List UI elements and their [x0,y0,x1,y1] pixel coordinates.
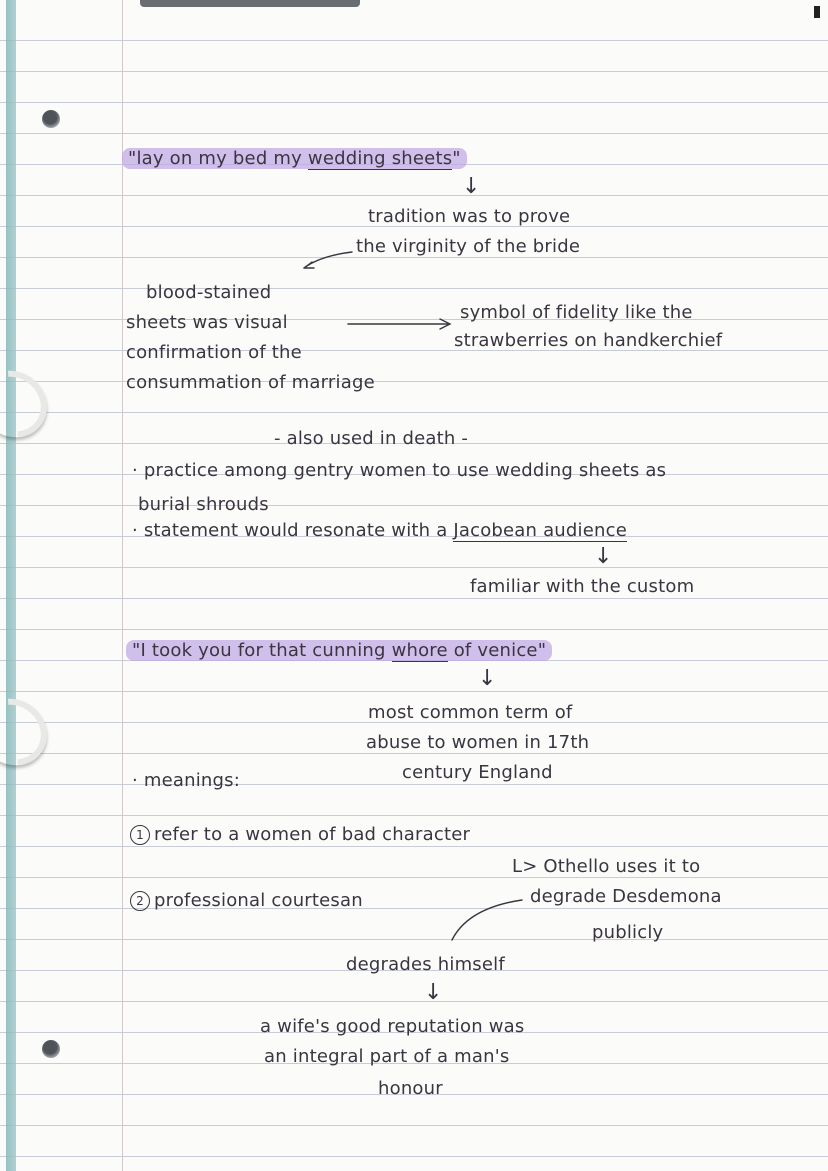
bullet-1-line-2: burial shrouds [138,494,269,515]
term-line-3: century England [402,762,553,783]
bullet-2-text: · statement would resonate with a [132,520,454,541]
down-arrow-icon: ↓ [478,666,497,691]
down-arrow-icon: ↓ [594,544,613,569]
wife-line-1: a wife's good reputation was [260,1016,525,1037]
meaning-2-text: professional courtesan [154,890,363,911]
tradition-line-1: tradition was to prove [368,206,571,227]
term-line-1: most common term of [368,702,573,723]
quote-underlined: wedding sheets [307,148,453,169]
familiar-custom: familiar with the custom [470,576,695,597]
blood-line-4: consummation of marriage [126,372,375,393]
wife-line-3: honour [378,1078,443,1099]
tradition-line-2: the virginity of the bride [356,236,581,257]
jacobean-audience: Jacobean audience [453,520,627,541]
blood-line-3: confirmation of the [126,342,302,363]
number-1-icon: 1 [130,825,150,845]
blood-line-2: sheets was visual [126,312,288,333]
degrades-himself: degrades himself [346,954,505,975]
down-arrow-icon: ↓ [424,980,443,1005]
curved-arrow-left [304,252,352,268]
quote-end: of venice" [447,640,547,661]
quote-text: "lay on my bed my [128,148,308,169]
term-line-2: abuse to women in 17th [366,732,590,753]
symbol-line-2: strawberries on handkerchief [454,330,723,351]
bullet-1-line-1: · practice among gentry women to use wedding sheets as [132,460,667,481]
curved-connector [452,900,522,940]
symbol-line-1: symbol of fidelity like the [460,302,693,323]
quote-text: "I took you for that cunning [132,640,392,661]
othello-line-2: degrade Desdemona [530,886,722,907]
wife-line-2: an integral part of a man's [264,1046,510,1067]
blood-line-1: blood-stained [146,282,272,303]
othello-line-1: L> Othello uses it to [512,856,701,877]
meaning-1-text: refer to a women of bad character [154,824,471,845]
othello-line-3: publicly [592,922,664,943]
number-2-icon: 2 [130,891,150,911]
down-arrow-icon: ↓ [462,174,481,199]
quote-end: " [452,148,461,169]
meanings-label: · meanings: [132,770,240,791]
quote-underlined: whore [391,640,448,661]
death-heading: - also used in death - [274,428,469,449]
